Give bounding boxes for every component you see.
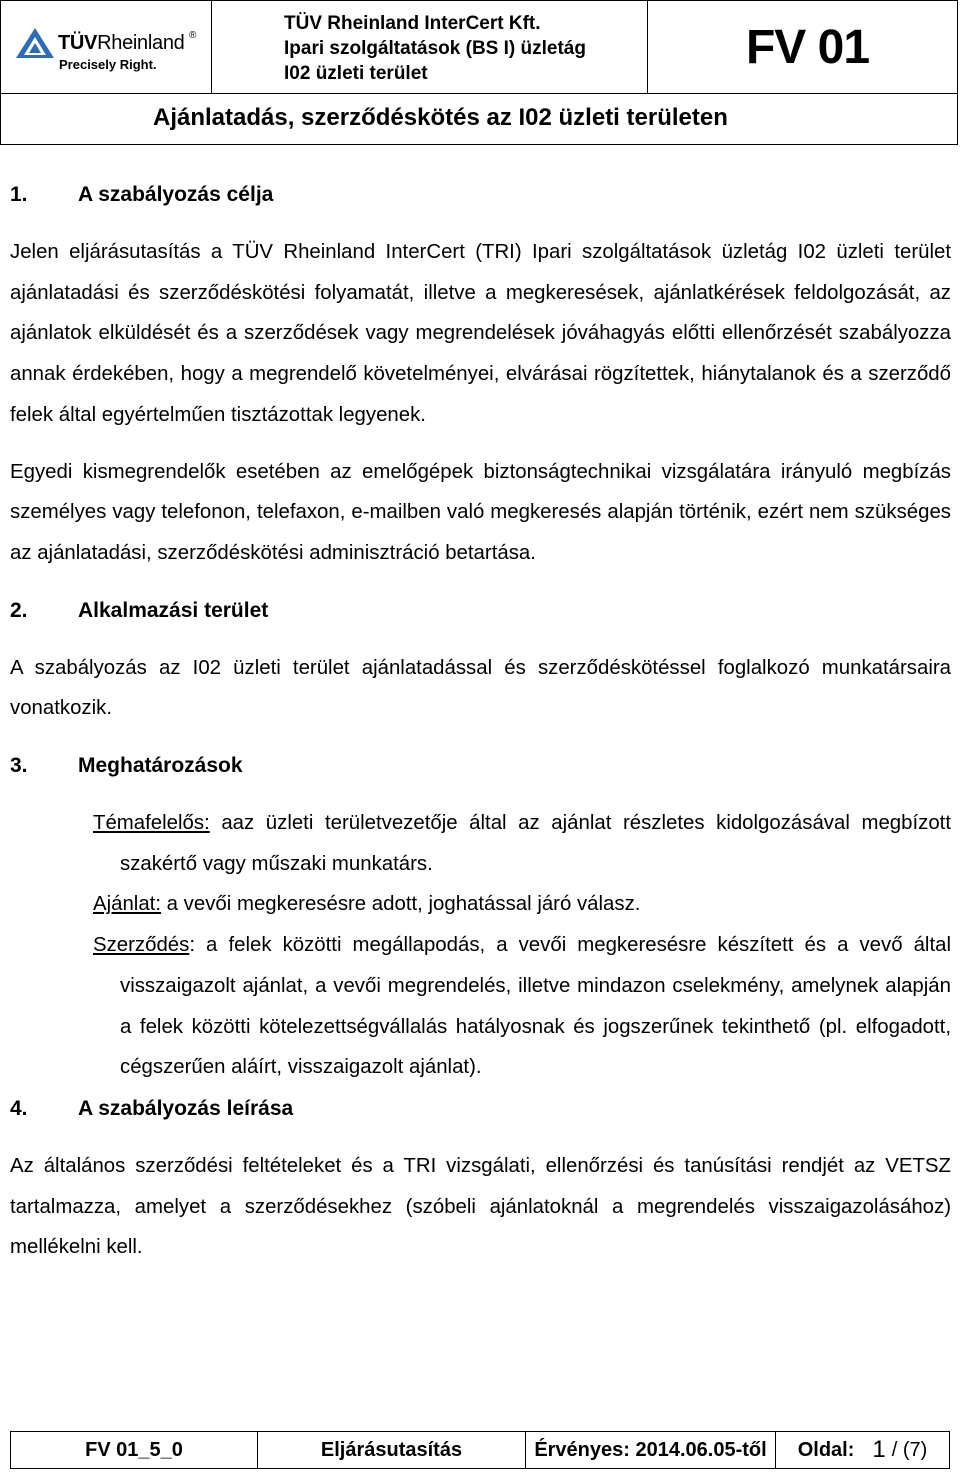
definition-text: aaz üzleti területvezetője által az ajánlat részletes kidolgozásával megbízott szakértő vagy műszaki munkatárs. [120, 812, 951, 875]
logo-tagline: Precisely Right. [59, 57, 157, 72]
section-title: A szabályozás célja [78, 183, 274, 206]
definition-item [10, 925, 951, 1088]
section-title: Alkalmazási terület [78, 598, 269, 622]
section-heading [10, 590, 951, 632]
definition-term: Témafelelős: [93, 812, 210, 835]
paragraph: Az általános szerződési feltételeket és a TRI vizsgálati, ellenőrzési és tanúsítási rendjét az VETSZ tartalmazza, amelyet a szerződésekhez (szóbeli ajánlatoknál a megrendelés visszaigazolásához) mellékelni kell. [10, 1154, 951, 1259]
document-body [10, 174, 951, 1268]
page-number: 1 [872, 1436, 886, 1463]
tuv-triangle-icon [15, 27, 55, 59]
section-number: 3. [10, 754, 28, 778]
definition-item [10, 884, 951, 925]
document-header [0, 0, 958, 94]
company-name: TÜV Rheinland InterCert Kft. [284, 13, 541, 34]
paragraph: Egyedi kismegrendelők esetében az emelőgépek biztonságtechnikai vizsgálatára irányuló megbízás személyes vagy telefonon, telefaxon, e-mailben való megkeresés alapján történik, ezért nem szükséges az ajánlatadási, szerződéskötési adminisztráció betartása. [10, 460, 951, 564]
paragraph: Jelen eljárásutasítás a TÜV Rheinland InterCert (TRI) Ipari szolgáltatások üzletág I02 üzleti terület ajánlatadási és szerződéskötési folyamatát, illetve a megkeresések, ajánlatkérések feldolgozását, az ajánlatok elküldését és a szerződések vagy megrendelések jóváhagyás előtti ellenőrzését szabályozza annak érdekében, hogy a megrendelő követelményei, elvárásai rögzítettek, hiánytalanok és a szerződő felek által egyértelműen tisztázottak legyenek. [10, 241, 951, 426]
page-total: / (7) [891, 1438, 928, 1461]
definition-item [10, 803, 951, 884]
footer-page-info [776, 1432, 949, 1468]
section-heading [10, 174, 951, 216]
definition-term: Ajánlat: [93, 893, 162, 916]
definition-text: a vevői megkeresésre adott, joghatással járó válasz. [161, 893, 641, 916]
section-number: 4. [10, 1096, 28, 1120]
section-title: A szabályozás leírása [78, 1096, 294, 1120]
definition-text: : a felek közötti megállapodás, a vevői megkeresésre készített és a vevő által visszaigazolt ajánlat, a vevői megrendelés, illetve mindazon cselekmény, amelynek alapján a felek közötti kötelezettségvállalás hatályosnak és jogszerűnek tekinthető (pl. elfogadott, cégszerűen aláírt, visszaigazolt ajánlat). [120, 934, 951, 1079]
section-number: 1. [10, 183, 28, 206]
paragraph: A szabályozás az I02 üzleti terület ajánlatadással és szerződéskötéssel foglalkozó munkatársaira vonatkozik. [10, 656, 951, 720]
division-name: Ipari szolgáltatások (BS I) üzletág [284, 38, 586, 59]
logo-registered-mark: ® [189, 30, 197, 41]
doc-code: FV 01 [745, 20, 870, 74]
footer-valid-from: Érvényes: 2014.06.05-től [526, 1432, 776, 1468]
document-footer [10, 1431, 950, 1469]
section-heading [10, 1088, 951, 1130]
logo-wordmark: TÜVRheinland [58, 32, 185, 54]
footer-doc-id: FV 01_5_0 [11, 1432, 258, 1468]
header-org-info [212, 1, 648, 93]
section-title: Meghatározások [78, 754, 243, 778]
section-number: 2. [10, 598, 28, 622]
area-name: I02 üzleti terület [284, 63, 428, 84]
definition-term: Szerződés [93, 934, 190, 957]
document-title: Ajánlatadás, szerződéskötés az I02 üzleti területen [0, 93, 958, 145]
page-label: Oldal: [797, 1438, 855, 1461]
logo [1, 1, 212, 93]
footer-doc-type: Eljárásutasítás [258, 1432, 526, 1468]
section-heading [10, 745, 951, 787]
